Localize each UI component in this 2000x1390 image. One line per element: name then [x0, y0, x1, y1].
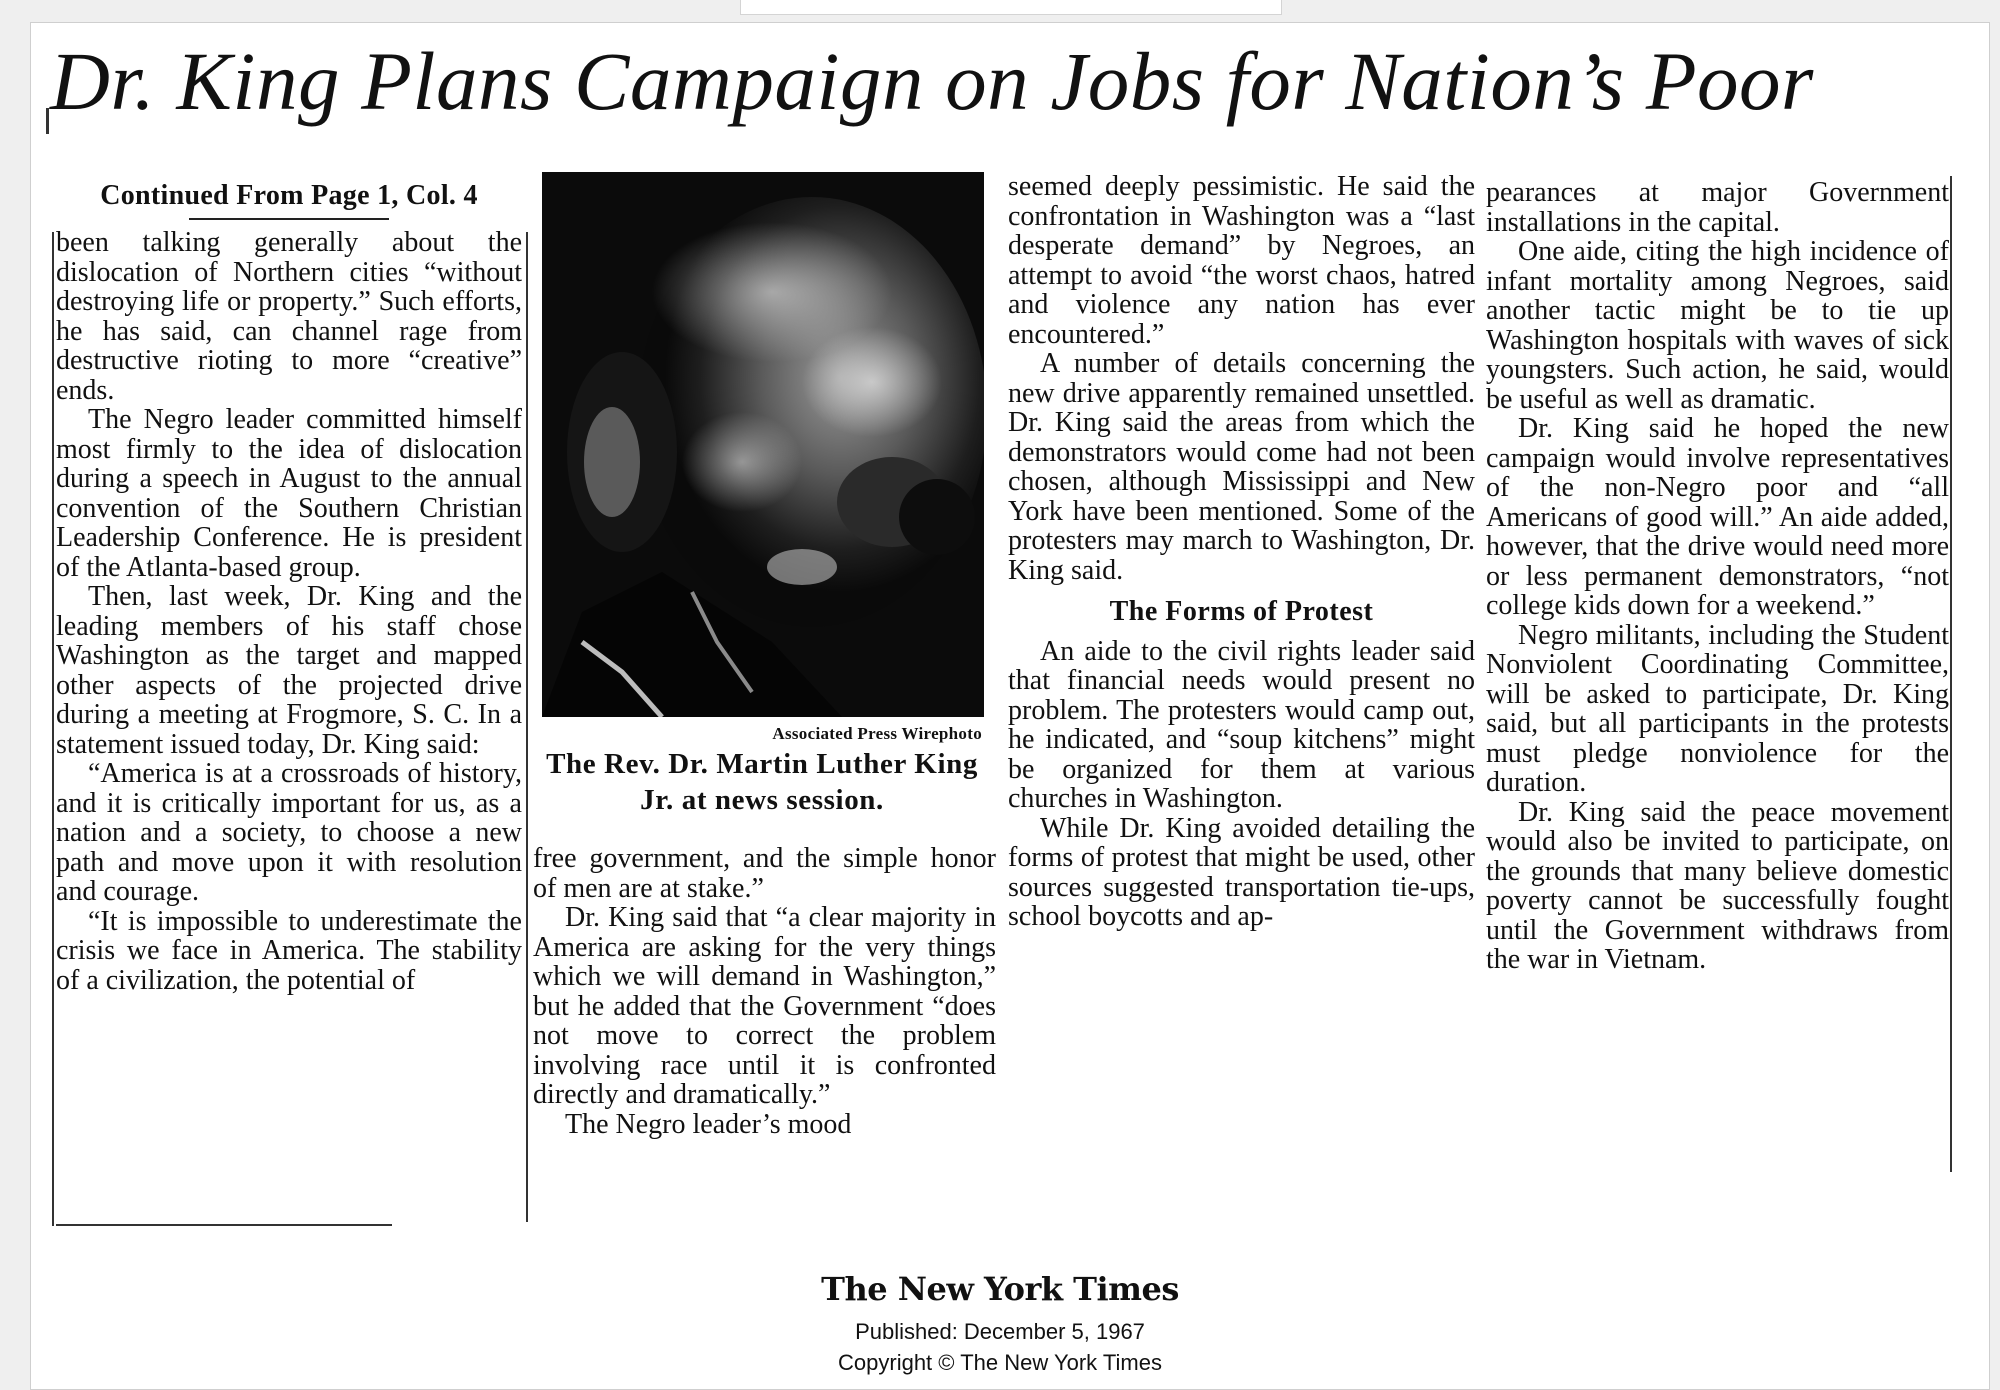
column-rule	[52, 232, 54, 1226]
photo-dr-king	[542, 172, 984, 717]
continued-rule	[189, 218, 389, 220]
paragraph: An aide to the civil rights leader said that financial needs would present no problem. The protesters would camp out, he indicated, and “soup kitchens” might be organized for them at various churches in Washington.	[1008, 635, 1475, 814]
paragraph: pearances at major Government installations in the capital.	[1486, 177, 1949, 238]
paragraph: “It is impossible to underestimate the crisis we face in America. The stability of a civilization, the potential of	[56, 905, 522, 996]
paragraph: been talking generally about the dislocation of Northern cities “without destroying life or property.” Such efforts, he has said, can channel rage from destructive rioting to more “creative” ends.	[56, 227, 522, 406]
top-tab	[740, 0, 1282, 15]
paragraph: Dr. King said that “a clear majority in America are asking for the very things which we will demand in Washington,” but he added that the Government “does not move to correct the problem involving race until it is confronted directly and dramatically.”	[533, 902, 996, 1110]
headline: Dr. King Plans Campaign on Jobs for Nation’s Poor	[50, 35, 1814, 127]
photo-credit: Associated Press Wirephoto	[772, 724, 982, 743]
paragraph: Dr. King said he hoped the new campaign would involve representatives of the non-Negro poor and “all Americans of good will.” An aide added, however, that the drive would need more or less permanent demonstrators, “not college kids down for a weekend.”	[1486, 413, 1949, 621]
footer	[0, 1270, 2000, 1378]
continued-label: Continued From Page 1, Col. 4	[100, 180, 478, 211]
column-1	[56, 176, 522, 995]
subhead: The Forms of Protest	[1109, 596, 1374, 627]
paragraph: The Negro leader committed himself most firmly to the idea of dislocation during a speech in August to the annual convention of the Southern Christian Leadership Conference. He is president of the Atlanta-based group.	[56, 404, 522, 583]
paragraph: “America is at a crossroads of history, and it is critically important for us, as a nation and a society, to choose a new path and move upon it with resolution and courage.	[56, 758, 522, 907]
nyt-masthead-logo: The New York Times	[821, 1270, 1179, 1308]
end-rule	[56, 1224, 392, 1226]
paragraph: The Negro leader’s mood	[565, 1108, 852, 1140]
headline-rule	[46, 108, 49, 134]
paragraph: Then, last week, Dr. King and the leading members of his staff chose Washington as the target and mapped other aspects of the projected drive during a meeting at Frogmore, S. C. In a statement issued today, Dr. King said:	[56, 581, 522, 760]
column-4	[1486, 178, 1949, 975]
column-rule	[526, 232, 528, 1222]
paragraph: seemed deeply pessimistic. He said the confrontation in Washington was a “last desperate demand” by Negroes, an attempt to avoid “the worst chaos, hatred and violence any nation has ever encountered.”	[1008, 171, 1475, 350]
column-rule	[1950, 176, 1952, 1172]
column-2	[533, 844, 996, 1139]
published-date: Published: December 5, 1967	[855, 1319, 1145, 1344]
paragraph: free government, and the simple honor of men are at stake.”	[533, 843, 996, 904]
photo-caption: The Rev. Dr. Martin Luther King Jr. at news session.	[546, 748, 978, 816]
column-3	[1008, 172, 1475, 932]
copyright: Copyright © The New York Times	[838, 1350, 1162, 1375]
paragraph: One aide, citing the high incidence of infant mortality among Negroes, said another tactic might be to tie up Washington hospitals with waves of sick youngsters. Such action, he said, would be useful as well as dramatic.	[1486, 236, 1949, 415]
paragraph: While Dr. King avoided detailing the forms of protest that might be used, other sources suggested transportation tie-ups, school boycotts and ap-	[1008, 812, 1475, 932]
paragraph: A number of details concerning the new drive apparently remained unsettled. Dr. King said the areas from which the demonstrators would come had not been chosen, although Mississippi and New York have been mentioned. Some of the protesters may march to Washington, Dr. King said.	[1008, 348, 1475, 586]
paragraph: Dr. King said the peace movement would also be invited to participate, on the grounds that many believe domestic poverty cannot be successfully fought until the Government withdraws from the war in Vietnam.	[1486, 796, 1949, 975]
paragraph: Negro militants, including the Student Nonviolent Coordinating Committee, will be asked to participate, Dr. King said, but all participants in the protests must pledge nonviolence for the duration.	[1486, 619, 1949, 798]
